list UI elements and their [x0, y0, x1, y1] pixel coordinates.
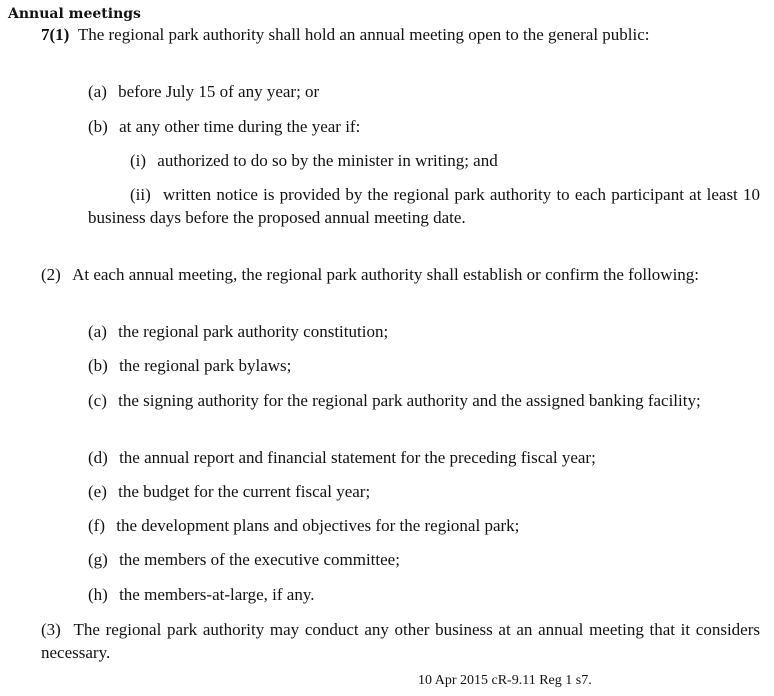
clause-label: (d)	[88, 448, 108, 467]
clause-a	[88, 80, 760, 103]
clause-b	[88, 115, 760, 138]
clause-label: (f)	[88, 516, 105, 535]
section-number: 7(1)	[41, 25, 70, 44]
clause-text: the budget for the current fiscal year;	[118, 482, 371, 501]
clause-2f	[88, 514, 760, 537]
clause-2d	[88, 446, 760, 469]
subsection-label: (3)	[41, 620, 61, 639]
subsection-text: The regional park authority shall hold an annual meeting open to the general public:	[77, 25, 650, 44]
subclause-label: (ii)	[130, 185, 151, 204]
clause-text: at any other time during the year if:	[119, 117, 361, 136]
subclause-ii	[88, 183, 760, 229]
subsection-3	[41, 618, 760, 664]
clause-2a	[88, 320, 760, 343]
subclause-text: written notice is provided by the regional park authority to each participant at least 10 business days before the proposed annual meeting date.	[88, 185, 760, 227]
clause-label: (c)	[88, 391, 107, 410]
clause-label: (a)	[88, 82, 107, 101]
subsection-text: The regional park authority may conduct any other business at an annual meeting that it considers necessary.	[41, 620, 760, 662]
subsection-label: (2)	[41, 265, 61, 284]
clause-2g	[88, 548, 760, 571]
subclause-text: authorized to do so by the minister in writing; and	[157, 151, 498, 170]
clause-2h	[88, 583, 760, 606]
clause-text: the regional park bylaws;	[119, 356, 292, 375]
clause-label: (h)	[88, 585, 108, 604]
history-note: 10 Apr 2015 cR-9.11 Reg 1 s7.	[418, 673, 592, 688]
clause-2b	[88, 354, 760, 377]
subsection-2	[41, 263, 760, 286]
clause-label: (g)	[88, 550, 108, 569]
section-heading: Annual meetings	[8, 6, 141, 22]
clause-text: the annual report and financial statement for the preceding fiscal year;	[119, 448, 596, 467]
subsection-text: At each annual meeting, the regional park authority shall establish or confirm the following:	[72, 265, 700, 284]
subclause-label: (i)	[130, 151, 147, 170]
clause-2e	[88, 480, 760, 503]
clause-text: the members of the executive committee;	[119, 550, 400, 569]
clause-text: the development plans and objectives for the regional park;	[116, 516, 520, 535]
clause-2c	[88, 389, 760, 412]
clause-text: the signing authority for the regional park authority and the assigned banking facility;	[118, 391, 701, 410]
clause-label: (a)	[88, 322, 107, 341]
clause-label: (b)	[88, 356, 108, 375]
clause-text: before July 15 of any year; or	[118, 82, 320, 101]
clause-label: (b)	[88, 117, 108, 136]
subsection-7-1	[41, 23, 760, 46]
clause-text: the regional park authority constitution;	[118, 322, 389, 341]
subclause-i	[130, 149, 760, 172]
clause-text: the members-at-large, if any.	[119, 585, 315, 604]
clause-label: (e)	[88, 482, 107, 501]
